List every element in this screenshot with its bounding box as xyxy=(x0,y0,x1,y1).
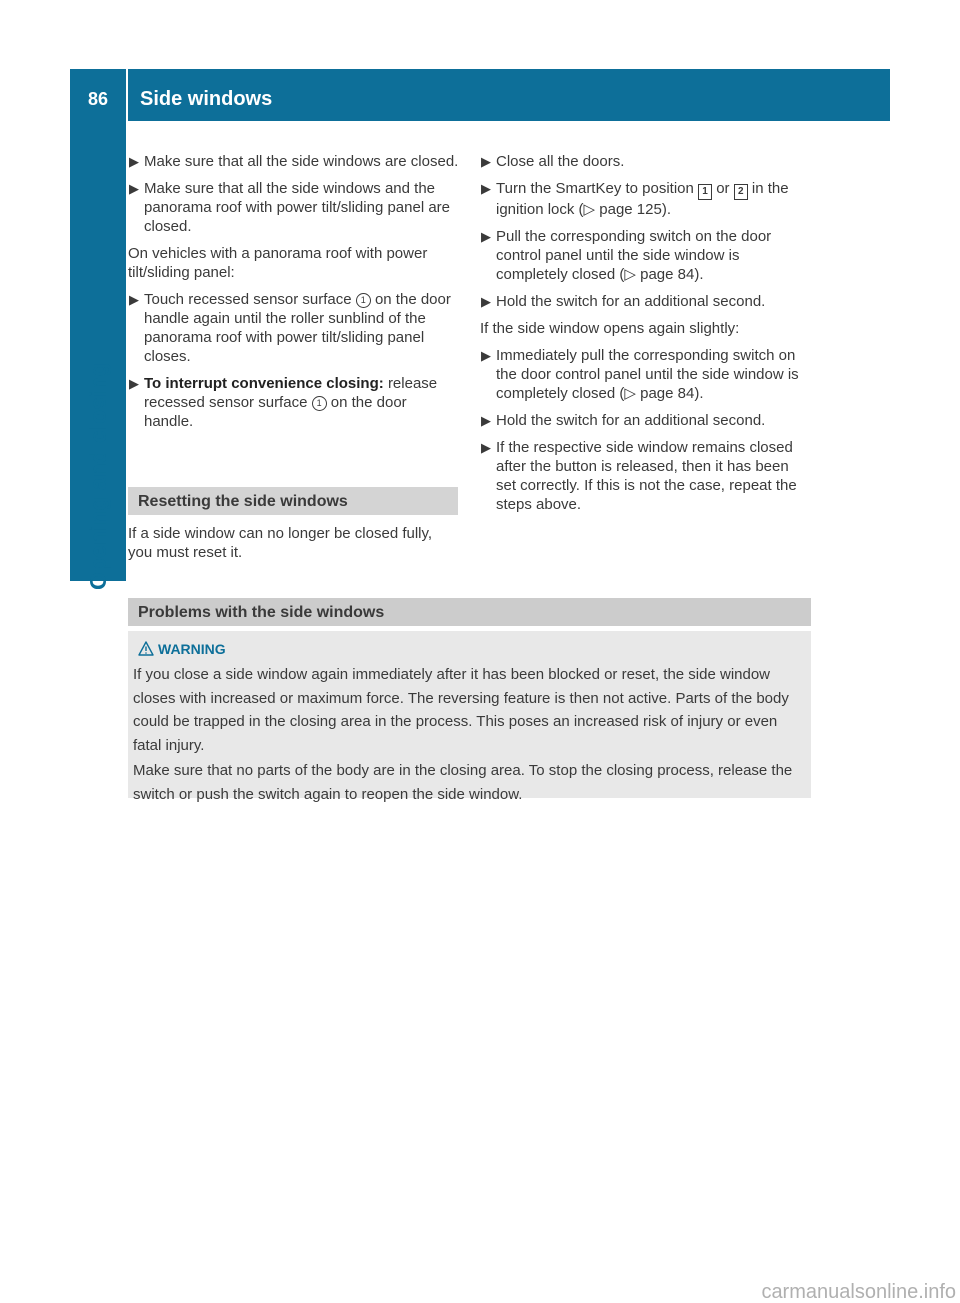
arrow-icon: ▶ xyxy=(481,229,491,244)
instruction-step xyxy=(480,227,812,284)
key-position-2: 2 xyxy=(734,184,748,200)
warning-body xyxy=(133,663,805,808)
resetting-heading: Resetting the side windows xyxy=(138,493,348,510)
instruction-step xyxy=(128,290,460,366)
step-text: Make sure that all the side windows and the panorama roof with power tilt/sliding panel are closed. xyxy=(144,180,450,235)
step-text: Hold the switch for an additional second. xyxy=(496,293,766,310)
right-column xyxy=(480,152,812,522)
step-emphasis: To interrupt convenience closing: xyxy=(144,375,384,392)
problems-heading: Problems with the side windows xyxy=(138,604,385,621)
instruction-step xyxy=(480,346,812,403)
key-position-1: 1 xyxy=(698,184,712,200)
resetting-text: If a side window can no longer be closed fully, you must reset it. xyxy=(128,525,433,561)
paragraph: On vehicles with a panorama roof with power tilt/sliding panel: xyxy=(128,245,428,281)
problems-heading-bar xyxy=(128,598,811,626)
header-divider xyxy=(126,69,128,121)
page-reference[interactable]: page 84). xyxy=(640,266,704,283)
arrow-icon: ▶ xyxy=(481,413,491,428)
instruction-step xyxy=(128,179,460,236)
section-title: Side windows xyxy=(140,88,273,110)
step-text: Close all the doors. xyxy=(496,153,625,170)
arrow-icon: ▶ xyxy=(481,294,491,309)
resetting-heading-bar xyxy=(128,487,458,515)
step-text: Touch recessed sensor surface xyxy=(144,291,352,308)
step-text: in the ignition lock ( xyxy=(496,180,789,218)
step-text: If the respective side window remains closed after the button is released, then it has been set correctly. If this is not the case, repeat the steps above. xyxy=(496,439,797,513)
warning-header xyxy=(138,640,226,661)
left-column xyxy=(128,152,460,439)
page-ref-arrow-icon: ▷ xyxy=(624,385,636,402)
arrow-icon: ▶ xyxy=(129,376,139,391)
step-text: Pull the corresponding switch on the door control panel until the side window is completely closed ( xyxy=(496,228,772,283)
step-text: on the door handle again until the roller sunblind of the panorama roof with power tilt/sliding panel closes. xyxy=(144,291,451,365)
page-reference[interactable]: page 125). xyxy=(599,201,671,218)
warning-box xyxy=(128,631,811,803)
instruction-step xyxy=(480,179,812,219)
callout-number: 1 xyxy=(312,396,327,411)
page-reference[interactable]: page 84). xyxy=(640,385,704,402)
page-number: 86 xyxy=(87,89,109,109)
page-ref-arrow-icon: ▷ xyxy=(624,266,636,283)
arrow-icon: ▶ xyxy=(481,154,491,169)
instruction-step xyxy=(480,411,812,430)
callout-number: 1 xyxy=(356,293,371,308)
arrow-icon: ▶ xyxy=(129,181,139,196)
instruction-step xyxy=(480,152,812,171)
warning-label: WARNING xyxy=(158,641,226,657)
instruction-step xyxy=(128,152,460,171)
step-text: Immediately pull the corresponding switch on the door control panel until the side window is completely closed ( xyxy=(496,347,799,402)
warning-text: If you close a side window again immediately after it has been blocked or reset, the side window closes with increased or maximum force. The reversing feature is then not active. Parts of the body could be trapped in the closing area in the process. This poses an increased risk of injury or even fatal injury. xyxy=(133,666,789,754)
warning-text: Make sure that no parts of the body are in the closing area. To stop the closing process, release the switch or push the switch again to reopen the side window. xyxy=(133,762,793,803)
arrow-icon: ▶ xyxy=(481,440,491,455)
paragraph: If the side window opens again slightly: xyxy=(480,320,740,337)
arrow-icon: ▶ xyxy=(129,154,139,169)
step-text: release recessed sensor surface xyxy=(144,375,438,411)
page-header xyxy=(70,69,890,121)
page-ref-arrow-icon: ▷ xyxy=(583,201,596,218)
watermark: carmanualsonline.info xyxy=(761,1281,956,1303)
step-text: Make sure that all the side windows are closed. xyxy=(144,153,459,170)
instruction-step xyxy=(480,292,812,311)
chapter-label: Opening and closing xyxy=(85,362,111,590)
step-text: Turn the SmartKey to position xyxy=(496,180,694,197)
arrow-icon: ▶ xyxy=(481,181,491,196)
arrow-icon: ▶ xyxy=(481,348,491,363)
warning-triangle-icon xyxy=(138,641,154,661)
instruction-step xyxy=(128,374,460,431)
arrow-icon: ▶ xyxy=(129,292,139,307)
step-text: Hold the switch for an additional second. xyxy=(496,412,766,429)
instruction-step xyxy=(480,438,812,514)
step-text: on the door handle. xyxy=(144,394,407,430)
step-text: or xyxy=(716,180,730,197)
